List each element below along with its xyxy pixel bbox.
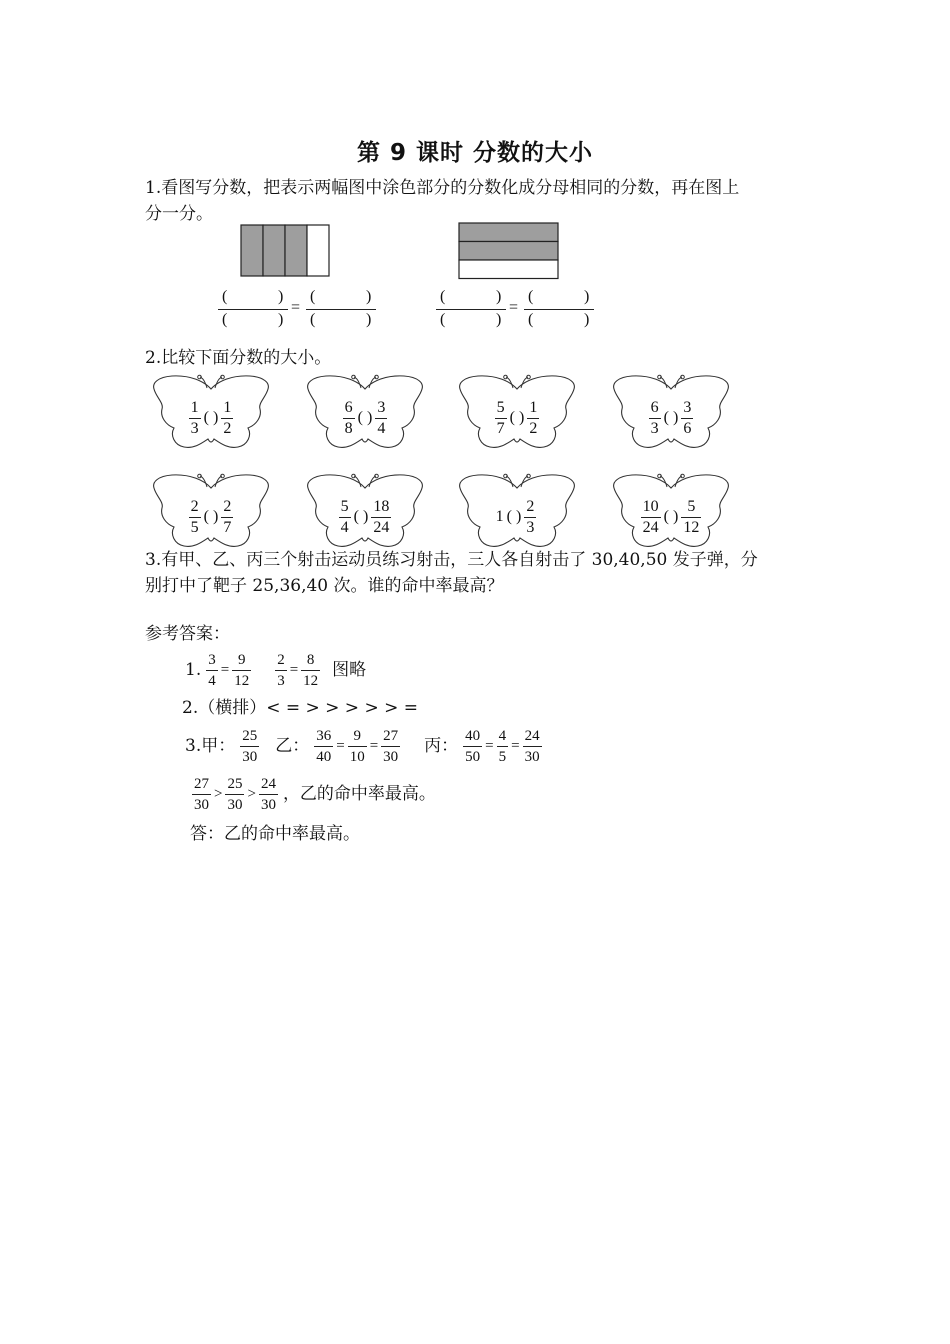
fraction: $\frac{24}{30}$ [260, 776, 276, 813]
paren-close: ) [278, 288, 284, 305]
fraction: $\frac{18}{24}$ [373, 497, 390, 536]
q1-figure-horizontal-cell [459, 223, 558, 242]
fraction: $\frac{5}{4}$ [340, 497, 349, 536]
fraction-line [524, 309, 594, 310]
fraction-line [436, 309, 506, 310]
butterfly-compare-6 [304, 472, 426, 552]
answer-blank[interactable]: ( ) [203, 508, 219, 525]
paren-open: ( [310, 311, 316, 328]
q1-figure-vertical-cell [263, 225, 285, 276]
fraction: $\frac{3}{4}$ [377, 398, 386, 437]
q1-figure-horizontal [458, 222, 560, 280]
paren-open: ( [440, 311, 446, 328]
equals-sign: = [220, 662, 230, 678]
q2-text: 2.比较下面分数的大小。 [145, 348, 332, 368]
answer-blank[interactable]: ( ) [506, 508, 522, 525]
paren-close: ) [584, 288, 590, 305]
fraction: $\frac{1}{2}$ [529, 398, 538, 437]
q1-figure-vertical-cell [307, 225, 329, 276]
fraction: $\frac{25}{30}$ [242, 728, 258, 765]
q1-blank-equation-1 [218, 288, 378, 332]
butterfly-compare-4 [610, 373, 732, 453]
greater-than-sign: > [247, 786, 256, 802]
equals-sign: = [509, 299, 519, 316]
answer-3 [182, 726, 544, 767]
answer-blank[interactable]: ( ) [509, 409, 525, 426]
fraction: $\frac{6}{3}$ [650, 398, 659, 437]
butterfly-compare-1 [150, 373, 272, 453]
fraction: $\frac{24}{30}$ [524, 728, 540, 765]
answer-blank[interactable]: ( ) [203, 409, 219, 426]
equals-sign: = [336, 738, 345, 754]
butterfly-compare-3 [456, 373, 578, 453]
paren-close: ) [366, 288, 372, 305]
fraction-line [218, 309, 288, 310]
answer-1-prefix: 1. [185, 660, 202, 680]
whole-number: 1 [495, 508, 504, 525]
fraction: $\frac{3}{4}$ [208, 652, 216, 689]
fraction: $\frac{2}{7}$ [223, 497, 232, 536]
fraction: $\frac{5}{7}$ [496, 398, 505, 437]
fraction: $\frac{3}{6}$ [683, 398, 692, 437]
equals-sign: = [511, 738, 520, 754]
fraction: $\frac{27}{30}$ [194, 776, 209, 813]
fraction: $\frac{4}{5}$ [498, 728, 507, 765]
equals-sign: = [289, 662, 299, 678]
answer-blank[interactable]: ( ) [357, 409, 373, 426]
answer-1-suffix: 图略 [332, 660, 367, 680]
answer-2: 2.（横排）< = > > > > > = [182, 698, 418, 718]
q1-text-line2: 分一分。 [145, 204, 213, 224]
paren-open: ( [310, 288, 316, 305]
q1-blank-equation-2 [436, 288, 596, 332]
paren-open: ( [222, 288, 228, 305]
fraction: $\frac{25}{30}$ [227, 776, 243, 813]
paren-close: ) [496, 288, 502, 305]
fraction: $\frac{9}{10}$ [349, 728, 365, 765]
label-bing: 丙： [424, 736, 459, 756]
page-title: 第 9 课时 分数的大小 [356, 140, 594, 166]
answer-blank[interactable]: ( ) [353, 508, 369, 525]
paren-open: ( [440, 288, 446, 305]
fraction: $\frac{1}{2}$ [223, 398, 232, 437]
butterfly-compare-2 [304, 373, 426, 453]
fraction: $\frac{2}{5}$ [190, 497, 199, 536]
answer-3-prefix: 3.甲： [185, 736, 236, 756]
label-yi: 乙： [275, 736, 310, 756]
butterfly-compare-5 [150, 472, 272, 552]
fraction: $\frac{40}{50}$ [465, 728, 481, 765]
answer-1 [182, 650, 369, 691]
answer-blank[interactable]: ( ) [663, 508, 679, 525]
fraction: $\frac{2}{3}$ [277, 652, 285, 689]
fraction: $\frac{9}{12}$ [234, 652, 250, 689]
answer-3-conclusion: ，乙的命中率最高。 [282, 784, 436, 804]
fraction: $\frac{2}{3}$ [526, 497, 535, 536]
q1-figure-horizontal-cell [459, 260, 558, 279]
fraction: $\frac{6}{8}$ [344, 398, 353, 437]
paren-open: ( [528, 288, 534, 305]
paren-open: ( [222, 311, 228, 328]
fraction: $\frac{1}{3}$ [190, 398, 199, 437]
q1-figure-horizontal-cell [459, 242, 558, 261]
fraction: $\frac{10}{24}$ [642, 497, 659, 536]
final-answer: 答：乙的命中率最高。 [190, 824, 360, 844]
greater-than-sign: > [214, 786, 223, 802]
fraction: $\frac{8}{12}$ [303, 652, 319, 689]
equals-sign: = [291, 299, 301, 316]
answers-heading: 参考答案： [145, 624, 230, 644]
fraction: $\frac{5}{12}$ [683, 497, 700, 536]
answer-blank[interactable]: ( ) [663, 409, 679, 426]
fraction: $\frac{27}{30}$ [383, 728, 399, 765]
fraction: $\frac{36}{40}$ [316, 728, 332, 765]
equals-sign: = [369, 738, 379, 754]
q3-text-line2: 别打中了靶子 25,36,40 次。谁的命中率最高？ [145, 576, 504, 596]
q1-figure-vertical-cell [285, 225, 307, 276]
q1-text-line1: 1.看图写分数，把表示两幅图中涂色部分的分数化成分母相同的分数，再在图上 [145, 178, 740, 198]
paren-close: ) [496, 311, 502, 328]
q3-text-line1: 3.有甲、乙、丙三个射击运动员练习射击，三人各自射击了 30,40,50 发子弹，分 [145, 550, 758, 570]
paren-close: ) [584, 311, 590, 328]
paren-close: ) [278, 311, 284, 328]
answer-3-comparison [190, 774, 439, 815]
butterfly-compare-8 [610, 472, 732, 552]
fraction-line [306, 309, 376, 310]
paren-open: ( [528, 311, 534, 328]
q1-figure-vertical [240, 224, 332, 278]
q1-figure-vertical-cell [241, 225, 263, 276]
paren-close: ) [366, 311, 372, 328]
butterfly-compare-7 [456, 472, 578, 552]
equals-sign: = [485, 738, 494, 754]
